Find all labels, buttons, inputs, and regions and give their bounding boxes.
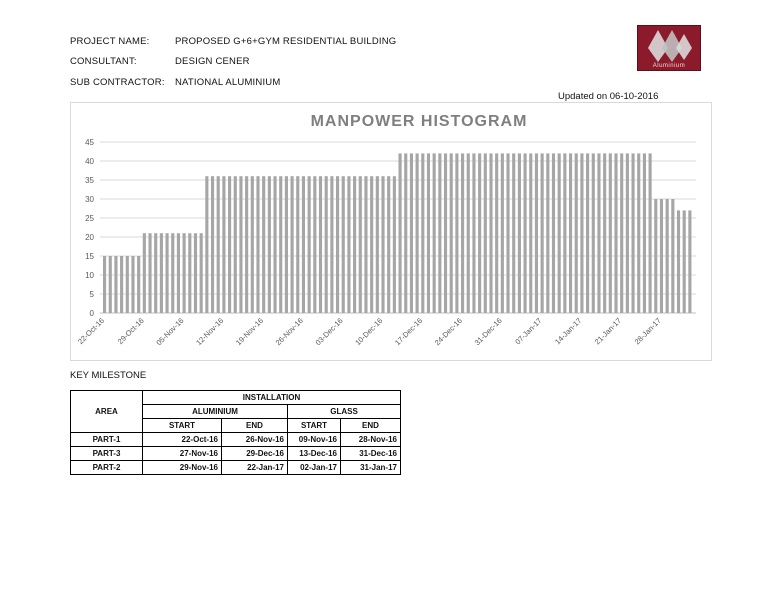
bar (399, 153, 402, 313)
bar (364, 176, 367, 313)
bar (597, 153, 600, 313)
bar (166, 233, 169, 313)
bar (279, 176, 282, 313)
glass-start-cell: 09-Nov-16 (288, 433, 341, 447)
aluminium-start-cell: 27-Nov-16 (143, 447, 222, 461)
row-area: PART-1 (71, 433, 143, 447)
bar (359, 176, 362, 313)
bar (347, 176, 350, 313)
bar (268, 176, 271, 313)
bar (393, 176, 396, 313)
y-tick-label: 45 (85, 138, 94, 147)
bar (558, 153, 561, 313)
bar (626, 153, 629, 313)
x-tick-label: 17-Dec-16 (393, 316, 425, 348)
updated-date: Updated on 06-10-2016 (558, 91, 659, 102)
aluminium-header: ALUMINIUM (143, 405, 288, 419)
glass-end-cell: 31-Dec-16 (341, 447, 401, 461)
bar (586, 153, 589, 313)
x-tick-label: 05-Nov-16 (154, 316, 186, 348)
bar (234, 176, 237, 313)
bar (239, 176, 242, 313)
bar (649, 153, 652, 313)
table-row (71, 447, 401, 461)
key-milestone-title: KEY MILESTONE (70, 370, 147, 381)
y-tick-label: 40 (85, 157, 94, 166)
x-tick-label: 03-Dec-16 (313, 316, 345, 348)
project-name-label: PROJECT NAME: (70, 36, 150, 47)
bar (319, 176, 322, 313)
bar (296, 176, 299, 313)
aluminium-start-header: START (143, 419, 222, 433)
installation-header: INSTALLATION (143, 391, 401, 405)
bar (552, 153, 555, 313)
bar (524, 153, 527, 313)
bar (291, 176, 294, 313)
bar (404, 153, 407, 313)
y-tick-label: 20 (85, 233, 94, 242)
y-tick-label: 30 (85, 195, 94, 204)
bar (427, 153, 430, 313)
logo-text: Aluminium (652, 63, 686, 69)
y-axis-ticks (85, 138, 94, 318)
bar (671, 199, 674, 313)
bar (330, 176, 333, 313)
bar (262, 176, 265, 313)
chart-title: MANPOWER HISTOGRAM (310, 113, 528, 130)
subcontractor-value: NATIONAL ALUMINIUM (175, 77, 281, 88)
bar (376, 176, 379, 313)
row-area: PART-3 (71, 447, 143, 461)
subcontractor-label: SUB CONTRACTOR: (70, 77, 165, 88)
x-tick-label: 07-Jan-17 (513, 316, 544, 347)
bar (285, 176, 288, 313)
bar (433, 153, 436, 313)
bar (370, 176, 373, 313)
bar (256, 176, 259, 313)
x-tick-label: 12-Nov-16 (194, 316, 226, 348)
project-name-value: PROPOSED G+6+GYM RESIDENTIAL BUILDING (175, 36, 397, 47)
bar (183, 233, 186, 313)
aluminium-end-cell: 26-Nov-16 (222, 433, 288, 447)
x-tick-label: 28-Jan-17 (632, 316, 663, 347)
glass-start-header: START (288, 419, 341, 433)
x-tick-label: 10-Dec-16 (353, 316, 385, 348)
bar (273, 176, 276, 313)
bar (194, 233, 197, 313)
bar (666, 199, 669, 313)
aluminium-start-cell: 22-Oct-16 (143, 433, 222, 447)
bar (353, 176, 356, 313)
bar (563, 153, 566, 313)
bar (631, 153, 634, 313)
y-tick-label: 0 (89, 309, 94, 318)
x-tick-label: 26-Nov-16 (273, 316, 305, 348)
consultant-label: CONSULTANT: (70, 56, 137, 67)
bar (518, 153, 521, 313)
glass-start-cell: 02-Jan-17 (288, 461, 341, 475)
glass-start-cell: 13-Dec-16 (288, 447, 341, 461)
x-tick-label: 19-Nov-16 (233, 316, 266, 348)
bar (200, 233, 203, 313)
bar (575, 153, 578, 313)
bar (114, 256, 117, 313)
y-tick-label: 10 (85, 271, 94, 280)
bar (410, 153, 413, 313)
bar (302, 176, 305, 313)
bar (211, 176, 214, 313)
glass-end-cell: 28-Nov-16 (341, 433, 401, 447)
bar (506, 153, 509, 313)
bar (472, 153, 475, 313)
aluminium-end-cell: 22-Jan-17 (222, 461, 288, 475)
bar (103, 256, 106, 313)
aluminium-end-cell: 29-Dec-16 (222, 447, 288, 461)
y-tick-label: 35 (85, 176, 94, 185)
bar (109, 256, 112, 313)
x-tick-label: 22-Oct-16 (76, 316, 106, 347)
bar (342, 176, 345, 313)
bar (143, 233, 146, 313)
y-tick-label: 5 (89, 290, 94, 299)
bar (683, 210, 686, 313)
bar (450, 153, 453, 313)
bar (438, 153, 441, 313)
bar (131, 256, 134, 313)
bar (614, 153, 617, 313)
aluminium-start-cell: 29-Nov-16 (143, 461, 222, 475)
x-axis-ticks (76, 316, 663, 347)
bar (546, 153, 549, 313)
x-tick-label: 31-Dec-16 (472, 316, 504, 348)
bar (478, 153, 481, 313)
table-row (71, 461, 401, 475)
glass-end-cell: 31-Jan-17 (341, 461, 401, 475)
bar (148, 233, 151, 313)
manpower-histogram-chart (70, 102, 711, 360)
bar (120, 256, 123, 313)
x-tick-label: 24-Dec-16 (432, 316, 464, 348)
bar (313, 176, 316, 313)
table-row (71, 433, 401, 447)
bar (529, 153, 532, 313)
bar (580, 153, 583, 313)
bars (103, 153, 691, 313)
bar (188, 233, 191, 313)
consultant-value: DESIGN CENER (175, 56, 250, 67)
aluminium-end-header: END (222, 419, 288, 433)
x-tick-label: 29-Oct-16 (115, 316, 146, 347)
bar (461, 153, 464, 313)
bar (677, 210, 680, 313)
bar (444, 153, 447, 313)
bar (308, 176, 311, 313)
x-tick-label: 21-Jan-17 (592, 316, 624, 347)
bar (489, 153, 492, 313)
bar (569, 153, 572, 313)
bar (177, 233, 180, 313)
bar (688, 210, 691, 313)
bar (228, 176, 231, 313)
bar (592, 153, 595, 313)
bar (325, 176, 328, 313)
glass-end-header: END (341, 419, 401, 433)
bar (467, 153, 470, 313)
bar (484, 153, 487, 313)
bar (660, 199, 663, 313)
company-logo (637, 25, 701, 71)
bar (381, 176, 384, 313)
bar (387, 176, 390, 313)
row-area: PART-2 (71, 461, 143, 475)
bar (126, 256, 129, 313)
bar (541, 153, 544, 313)
x-tick-label: 14-Jan-17 (553, 316, 584, 347)
bar (222, 176, 225, 313)
area-header: AREA (71, 391, 143, 433)
bar (205, 176, 208, 313)
bar (620, 153, 623, 313)
bar (495, 153, 498, 313)
bar (336, 176, 339, 313)
bar (501, 153, 504, 313)
bar (245, 176, 248, 313)
bar (643, 153, 646, 313)
milestone-table (70, 390, 401, 475)
bar (512, 153, 515, 313)
bar (416, 153, 419, 313)
bar (217, 176, 220, 313)
bar (160, 233, 163, 313)
y-tick-label: 25 (85, 214, 94, 223)
bar (603, 153, 606, 313)
bar (251, 176, 254, 313)
bar (154, 233, 157, 313)
bar (171, 233, 174, 313)
bar (654, 199, 657, 313)
bar (455, 153, 458, 313)
bar (609, 153, 612, 313)
y-tick-label: 15 (85, 252, 94, 261)
bar (137, 256, 140, 313)
bar (535, 153, 538, 313)
bar (421, 153, 424, 313)
bar (637, 153, 640, 313)
glass-header: GLASS (288, 405, 401, 419)
